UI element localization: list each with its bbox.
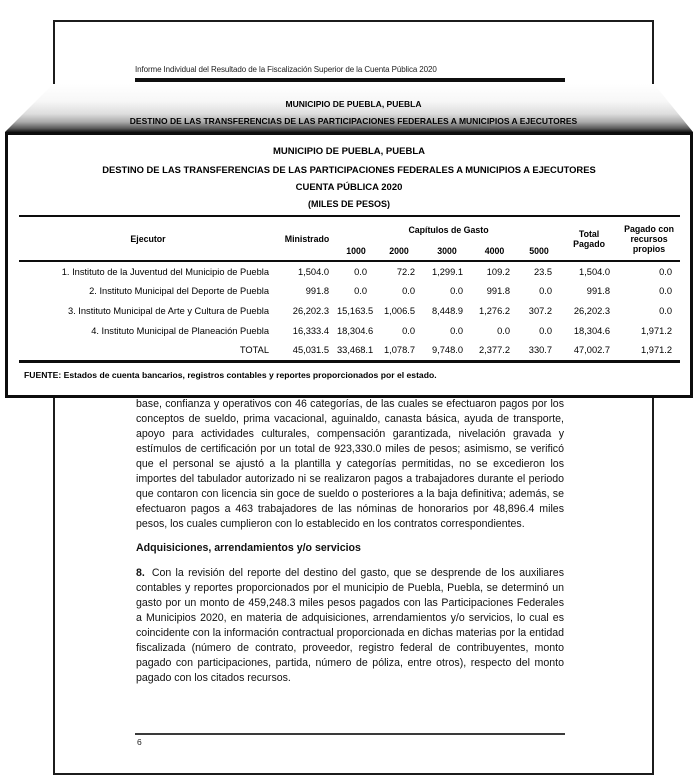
cell-total-pagado: 18,304.6 [573, 326, 611, 336]
cell-ministrado: 991.8 [305, 286, 329, 296]
paragraph-adquisiciones-text: Con la revisión del reporte del destino del gasto, que se desprende de los auxiliares contables y reportes proporcionados por el municipio de Puebla, Puebla, se determinó un gasto por un monto de 459,248.3 miles pesos pagados con las Participaciones Federales a Municipios 2020, en materia de adquisiciones, arrendamientos y/o servicios, lo cual es coincidente con la información contractual proporcionada en dichas materias por la entidad fiscalizada (número de contrato, proveedor, registro federal de contribuyentes, monto pagado con participaciones, partida, número de póliza, entre otros), respecto del monto pagado con los citados recursos. [136, 567, 564, 684]
cell-total-pagado: 1,504.0 [579, 266, 611, 277]
cell-4000: 0.0 [497, 326, 510, 336]
table-row [19, 281, 680, 301]
cell-3000: 1,299.1 [431, 266, 463, 277]
cell-2000: 0.0 [402, 286, 415, 296]
col-group-capitulos: Capítulos de Gasto [408, 224, 489, 235]
cell-total-pagado: 991.8 [586, 286, 611, 296]
cell-3000: 0.0 [450, 326, 463, 336]
cell-2000: 72.2 [396, 266, 415, 277]
paragraph-adquisiciones [136, 566, 564, 686]
cell-3000: 0.0 [450, 286, 463, 296]
page-title-destino: DESTINO DE LAS TRANSFERENCIAS DE LAS PARTICIPACIONES FEDERALES A MUNICIPIOS A EJECUTORES [129, 116, 578, 126]
cell-1000: 15,163.5 [337, 306, 374, 316]
col-header-ejecutor: Ejecutor [130, 233, 166, 244]
cell-4000: 2,377.2 [478, 345, 510, 356]
cell-3000: 8,448.9 [431, 306, 463, 316]
cell-5000: 0.0 [539, 326, 553, 336]
table-row [19, 301, 680, 321]
cell-total-pagado: 47,002.7 [573, 345, 611, 356]
cell-1000: 18,304.6 [337, 326, 374, 336]
table-total-row [19, 341, 680, 361]
cell-ministrado: 16,333.4 [292, 326, 329, 336]
col-header-1000: 1000 [346, 246, 366, 256]
magnified-table-popup [5, 132, 693, 398]
col-header-3000: 3000 [437, 246, 457, 256]
cell-3000: 9,748.0 [431, 345, 463, 356]
cell-4000: 109.2 [486, 266, 510, 277]
popup-title-municipio: MUNICIPIO DE PUEBLA, PUEBLA [272, 146, 425, 157]
cell-ministrado: 1,504.0 [297, 266, 329, 277]
cell-1000: 0.0 [354, 286, 367, 296]
popup-title-destino: DESTINO DE LAS TRANSFERENCIAS DE LAS PARTICIPACIONES FEDERALES A MUNICIPIOS A EJECUTORES [102, 164, 596, 175]
cell-5000: 0.0 [539, 286, 553, 296]
cell-ejecutor: 1. Instituto de la Juventud del Municipio de Puebla [61, 266, 269, 277]
cell-ministrado: 26,202.3 [292, 306, 329, 316]
cell-5000: 23.5 [533, 266, 553, 277]
gasto-table [19, 215, 680, 363]
report-header-note: Informe Individual del Resultado de la Fiscalización Superior de la Cuenta Pública 2020 [135, 65, 437, 74]
col-header-5000: 5000 [529, 246, 549, 256]
cell-ejecutor: 4. Instituto Municipal de Planeación Puebla [91, 326, 269, 336]
cell-recursos-propios: 0.0 [659, 266, 673, 277]
table-header [19, 216, 680, 261]
header-rule [135, 78, 565, 82]
col-header-ministrado: Ministrado [284, 233, 330, 244]
cell-ejecutor: 3. Instituto Municipal de Arte y Cultura de Puebla [67, 306, 269, 316]
footer-rule [135, 733, 565, 735]
cell-2000: 0.0 [402, 326, 415, 336]
document-body [136, 397, 564, 686]
cell-recursos-propios: 1,971.2 [641, 345, 673, 356]
cell-recursos-propios: 0.0 [659, 286, 673, 296]
page-number: 6 [137, 737, 142, 747]
cell-total-pagado: 26,202.3 [573, 306, 611, 316]
table-row [19, 321, 680, 341]
point-number: 8. [136, 567, 145, 579]
cell-recursos-propios: 0.0 [659, 306, 673, 316]
cell-2000: 1,006.5 [383, 306, 415, 316]
cell-1000: 33,468.1 [337, 345, 374, 356]
col-header-total-pagado: Total Pagado [573, 228, 605, 249]
paragraph-nominas: base, confianza y operativos con 46 categorías, de las cuales se efectuaron pagos por los conceptos de sueldo, prima vacacional, aguinaldo, canasta básica, ayuda de transporte, apoyo para actividades culturales, compensación garantizada, nivelación gravada y estímulos de certificación por un total de 923,330.0 miles de pesos; asimismo, se verificó que el personal se ajustó a la plantilla y categorías permitidas, no se excedieron los importes del tabulador autorizado ni se realizaron pagos a trabajadores durante el periodo que contaron con licencia sin goce de sueldo o posteriores a la baja definitiva; además, se efectuaron pagos a 463 trabajadores de las nóminas de honorarios por 48,896.4 miles pesos, los cuales cumplieron con lo establecido en los contratos correspondientes. [136, 398, 564, 530]
cell-ministrado: 45,031.5 [292, 345, 329, 356]
cell-1000: 0.0 [354, 266, 367, 277]
page-title-municipio: MUNICIPIO DE PUEBLA, PUEBLA [285, 99, 422, 109]
cell-ejecutor: 2. Instituto Municipal del Deporte de Puebla [89, 286, 269, 296]
section-heading: Adquisiciones, arrendamientos y/o servicios [136, 542, 361, 554]
col-header-2000: 2000 [389, 246, 409, 256]
popup-title-unidades: (MILES DE PESOS) [307, 199, 390, 209]
cell-5000: 330.7 [528, 345, 553, 356]
table-source-note: FUENTE: Estados de cuenta bancarios, registros contables y reportes proporcionados por el estado. [24, 369, 437, 380]
cell-4000: 991.8 [486, 286, 510, 296]
cell-recursos-propios: 1,971.2 [641, 326, 673, 336]
table-row [19, 261, 680, 281]
cell-total-label: TOTAL [239, 345, 269, 356]
col-header-4000: 4000 [484, 246, 505, 256]
cell-2000: 1,078.7 [383, 345, 415, 356]
cell-4000: 1,276.2 [478, 306, 510, 316]
popup-title-cuenta: CUENTA PÚBLICA 2020 [295, 182, 403, 193]
cell-5000: 307.2 [528, 306, 553, 316]
col-header-recursos-propios: Pagado con recursos propios [624, 223, 674, 254]
